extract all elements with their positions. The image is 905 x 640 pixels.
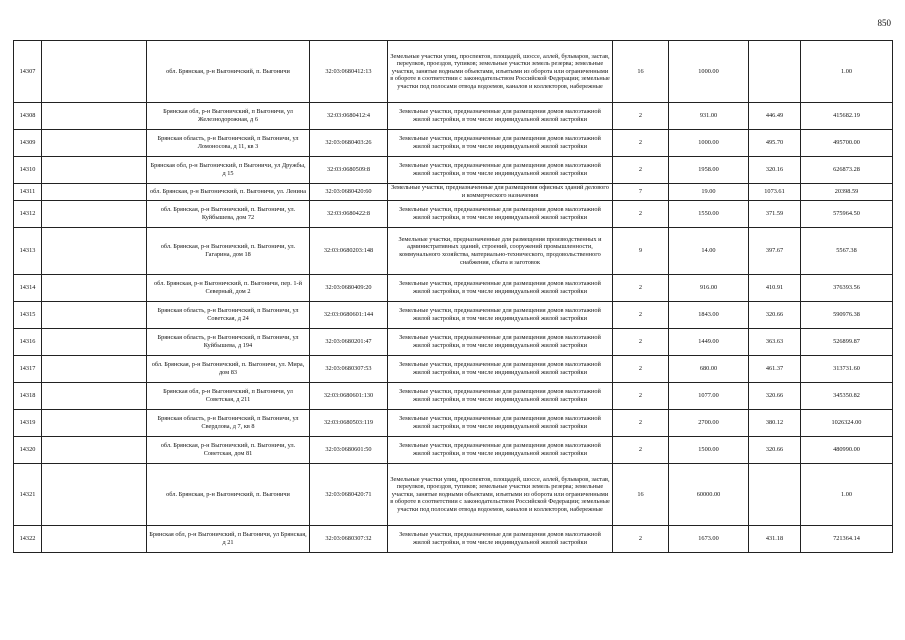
use-code-cell: 16 bbox=[613, 41, 669, 103]
address-cell: обл. Брянская, р-н Выгоничский, п. Выгоничи, ул. Куйбышева, дом 72 bbox=[147, 201, 310, 228]
use-code-cell: 2 bbox=[613, 302, 669, 329]
use-code-cell: 7 bbox=[613, 184, 669, 201]
page-number: 850 bbox=[877, 18, 891, 28]
cadastral-value-cell: 313731.60 bbox=[801, 356, 893, 383]
cadastral-number-cell: 32:03:0680409:20 bbox=[310, 275, 388, 302]
use-code-cell: 2 bbox=[613, 526, 669, 553]
row-number-cell: 14311 bbox=[14, 184, 42, 201]
area-cell: 1449.00 bbox=[669, 329, 749, 356]
table-row bbox=[14, 526, 893, 553]
address-cell: обл. Брянская, р-н Выгоничский, п. Выгоничи, ул. Ленина bbox=[147, 184, 310, 201]
specific-value-cell: 410.91 bbox=[749, 275, 801, 302]
empty-cell bbox=[42, 464, 147, 526]
cadastral-number-cell: 32:03:0680503:119 bbox=[310, 410, 388, 437]
specific-value-cell: 320.66 bbox=[749, 383, 801, 410]
empty-cell bbox=[42, 103, 147, 130]
address-cell: Брянская обл, р-н Выгоничский, п Выгоничи, ул Брянская, д 21 bbox=[147, 526, 310, 553]
row-number-cell: 14317 bbox=[14, 356, 42, 383]
area-cell: 931.00 bbox=[669, 103, 749, 130]
row-number-cell: 14318 bbox=[14, 383, 42, 410]
cadastral-value-cell: 1.00 bbox=[801, 41, 893, 103]
cadastral-number-cell: 32:03:0680203:148 bbox=[310, 228, 388, 275]
use-code-cell: 2 bbox=[613, 103, 669, 130]
cadastral-value-cell: 526899.87 bbox=[801, 329, 893, 356]
empty-cell bbox=[42, 228, 147, 275]
use-code-cell: 2 bbox=[613, 356, 669, 383]
cadastral-value-cell: 345350.82 bbox=[801, 383, 893, 410]
cadastral-number-cell: 32:03:0680201:47 bbox=[310, 329, 388, 356]
empty-cell bbox=[42, 41, 147, 103]
address-cell: обл. Брянская, р-н Выгоничский, п. Выгоничи, пер. 1-й Северный, дом 2 bbox=[147, 275, 310, 302]
address-cell: Брянская область, р-н Выгоничский, п Выгоничи, ул Советская, д 24 bbox=[147, 302, 310, 329]
area-cell: 1550.00 bbox=[669, 201, 749, 228]
specific-value-cell: 320.66 bbox=[749, 302, 801, 329]
cadastral-value-cell: 480990.00 bbox=[801, 437, 893, 464]
cadastral-number-cell: 32:03:0680412:13 bbox=[310, 41, 388, 103]
land-use-cell: Земельные участки, предназначенные для размещения домов малоэтажной жилой застройки, в том числе индивидуальной жилой застройки bbox=[388, 526, 613, 553]
specific-value-cell: 320.16 bbox=[749, 157, 801, 184]
row-number-cell: 14314 bbox=[14, 275, 42, 302]
table-row bbox=[14, 103, 893, 130]
cadastral-number-cell: 32:03:0680403:26 bbox=[310, 130, 388, 157]
empty-cell bbox=[42, 410, 147, 437]
cadastral-value-cell: 626873.28 bbox=[801, 157, 893, 184]
row-number-cell: 14320 bbox=[14, 437, 42, 464]
empty-cell bbox=[42, 329, 147, 356]
area-cell: 19.00 bbox=[669, 184, 749, 201]
use-code-cell: 16 bbox=[613, 464, 669, 526]
land-use-cell: Земельные участки, предназначенные для размещения домов малоэтажной жилой застройки, в том числе индивидуальной жилой застройки bbox=[388, 275, 613, 302]
cadastral-number-cell: 32:03:0680422:8 bbox=[310, 201, 388, 228]
table-row bbox=[14, 383, 893, 410]
address-cell: обл. Брянская, р-н Выгоничский, п. Выгоничи, ул. Советская, дом 81 bbox=[147, 437, 310, 464]
empty-cell bbox=[42, 184, 147, 201]
area-cell: 916.00 bbox=[669, 275, 749, 302]
specific-value-cell: 320.66 bbox=[749, 437, 801, 464]
empty-cell bbox=[42, 157, 147, 184]
empty-cell bbox=[42, 526, 147, 553]
table-row bbox=[14, 157, 893, 184]
table-row bbox=[14, 275, 893, 302]
row-number-cell: 14313 bbox=[14, 228, 42, 275]
cadastral-number-cell: 32:03:0680412:4 bbox=[310, 103, 388, 130]
row-number-cell: 14322 bbox=[14, 526, 42, 553]
cadastral-number-cell: 32:03:0680420:60 bbox=[310, 184, 388, 201]
specific-value-cell: 495.70 bbox=[749, 130, 801, 157]
table-row bbox=[14, 184, 893, 201]
empty-cell bbox=[42, 437, 147, 464]
cadastral-value-table bbox=[13, 40, 893, 553]
row-number-cell: 14312 bbox=[14, 201, 42, 228]
land-use-cell: Земельные участки, предназначенные для размещения домов малоэтажной жилой застройки, в том числе индивидуальной жилой застройки bbox=[388, 103, 613, 130]
table-row bbox=[14, 437, 893, 464]
row-number-cell: 14309 bbox=[14, 130, 42, 157]
area-cell: 1673.00 bbox=[669, 526, 749, 553]
specific-value-cell: 1073.61 bbox=[749, 184, 801, 201]
row-number-cell: 14321 bbox=[14, 464, 42, 526]
address-cell: Брянская обл, р-н Выгоничский, п Выгоничи, ул Дружбы, д 15 bbox=[147, 157, 310, 184]
land-use-cell: Земельные участки, предназначенные для размещения домов малоэтажной жилой застройки, в том числе индивидуальной жилой застройки bbox=[388, 157, 613, 184]
address-cell: Брянская обл, р-н Выгоничский, п Выгоничи, ул Советская, д 211 bbox=[147, 383, 310, 410]
area-cell: 1000.00 bbox=[669, 130, 749, 157]
cadastral-number-cell: 32:03:0680307:32 bbox=[310, 526, 388, 553]
cadastral-value-cell: 575964.50 bbox=[801, 201, 893, 228]
area-cell: 1077.00 bbox=[669, 383, 749, 410]
cadastral-value-cell: 5567.38 bbox=[801, 228, 893, 275]
table-row bbox=[14, 302, 893, 329]
empty-cell bbox=[42, 275, 147, 302]
specific-value-cell: 397.67 bbox=[749, 228, 801, 275]
cadastral-number-cell: 32:03:0680420:71 bbox=[310, 464, 388, 526]
table-row bbox=[14, 228, 893, 275]
table-body bbox=[14, 41, 893, 553]
specific-value-cell: 363.63 bbox=[749, 329, 801, 356]
area-cell: 680.00 bbox=[669, 356, 749, 383]
cadastral-value-cell: 721364.14 bbox=[801, 526, 893, 553]
area-cell: 60000.00 bbox=[669, 464, 749, 526]
area-cell: 2700.00 bbox=[669, 410, 749, 437]
row-number-cell: 14315 bbox=[14, 302, 42, 329]
use-code-cell: 2 bbox=[613, 130, 669, 157]
table-row bbox=[14, 130, 893, 157]
use-code-cell: 2 bbox=[613, 329, 669, 356]
specific-value-cell: 431.18 bbox=[749, 526, 801, 553]
land-use-cell: Земельные участки, предназначенные для размещения домов малоэтажной жилой застройки, в том числе индивидуальной жилой застройки bbox=[388, 302, 613, 329]
row-number-cell: 14310 bbox=[14, 157, 42, 184]
area-cell: 14.00 bbox=[669, 228, 749, 275]
table-row bbox=[14, 464, 893, 526]
table-row bbox=[14, 410, 893, 437]
use-code-cell: 2 bbox=[613, 275, 669, 302]
cadastral-value-cell: 20398.59 bbox=[801, 184, 893, 201]
specific-value-cell bbox=[749, 41, 801, 103]
cadastral-number-cell: 32:03:0680601:144 bbox=[310, 302, 388, 329]
use-code-cell: 2 bbox=[613, 437, 669, 464]
row-number-cell: 14307 bbox=[14, 41, 42, 103]
row-number-cell: 14316 bbox=[14, 329, 42, 356]
land-use-cell: Земельные участки, предназначенные для размещения домов малоэтажной жилой застройки, в том числе индивидуальной жилой застройки bbox=[388, 410, 613, 437]
table-row bbox=[14, 41, 893, 103]
specific-value-cell: 380.12 bbox=[749, 410, 801, 437]
specific-value-cell: 446.49 bbox=[749, 103, 801, 130]
cadastral-value-cell: 495700.00 bbox=[801, 130, 893, 157]
cadastral-value-cell: 1026324.00 bbox=[801, 410, 893, 437]
cadastral-number-cell: 32:03:0680307:53 bbox=[310, 356, 388, 383]
address-cell: обл. Брянская, р-н Выгоничский, п. Выгоничи, ул. Гагарина, дом 18 bbox=[147, 228, 310, 275]
address-cell: Брянская область, р-н Выгоничский, п Выгоничи, ул Ломоносова, д 11, кв 3 bbox=[147, 130, 310, 157]
use-code-cell: 2 bbox=[613, 157, 669, 184]
cadastral-value-cell: 415682.19 bbox=[801, 103, 893, 130]
land-use-cell: Земельные участки, предназначенные для размещения домов малоэтажной жилой застройки, в том числе индивидуальной жилой застройки bbox=[388, 437, 613, 464]
use-code-cell: 2 bbox=[613, 383, 669, 410]
area-cell: 1500.00 bbox=[669, 437, 749, 464]
land-use-cell: Земельные участки, предназначенные для размещения домов малоэтажной жилой застройки, в том числе индивидуальной жилой застройки bbox=[388, 329, 613, 356]
land-use-cell: Земельные участки, предназначенные для размещения домов малоэтажной жилой застройки, в том числе индивидуальной жилой застройки bbox=[388, 356, 613, 383]
specific-value-cell bbox=[749, 464, 801, 526]
land-use-cell: Земельные участки, предназначенные для размещения домов малоэтажной жилой застройки, в том числе индивидуальной жилой застройки bbox=[388, 130, 613, 157]
empty-cell bbox=[42, 302, 147, 329]
land-use-cell: Земельные участки, предназначенные для размещения офисных зданий делового и коммерческого назначения bbox=[388, 184, 613, 201]
address-cell: обл. Брянская, р-н Выгоничский, п. Выгоничи, ул. Мира, дом 83 bbox=[147, 356, 310, 383]
table-row bbox=[14, 356, 893, 383]
table-row bbox=[14, 329, 893, 356]
empty-cell bbox=[42, 201, 147, 228]
area-cell: 1000.00 bbox=[669, 41, 749, 103]
address-cell: Брянская область, р-н Выгоничский, п Выгоничи, ул Куйбышева, д 194 bbox=[147, 329, 310, 356]
row-number-cell: 14308 bbox=[14, 103, 42, 130]
area-cell: 1843.00 bbox=[669, 302, 749, 329]
use-code-cell: 2 bbox=[613, 410, 669, 437]
use-code-cell: 2 bbox=[613, 201, 669, 228]
land-use-cell: Земельные участки улиц, проспектов, площадей, шоссе, аллей, бульваров, застав, переулков, проездов, тупиков; земельные участки земель резерва; земельные участки, занятые водными объектами, изъятыми из оборота или ограниченными в обороте в соответствии с законодательством Российской Федерации; земельные участки под полосами отвода водоемов, каналов и коллекторов, набережные bbox=[388, 41, 613, 103]
table-row bbox=[14, 201, 893, 228]
cadastral-value-cell: 590976.38 bbox=[801, 302, 893, 329]
cadastral-value-cell: 1.00 bbox=[801, 464, 893, 526]
row-number-cell: 14319 bbox=[14, 410, 42, 437]
empty-cell bbox=[42, 383, 147, 410]
land-use-cell: Земельные участки, предназначенные для размещения домов малоэтажной жилой застройки, в том числе индивидуальной жилой застройки bbox=[388, 201, 613, 228]
address-cell: Брянская обл, р-н Выгоничский, п Выгоничи, ул Железнодорожная, д 6 bbox=[147, 103, 310, 130]
cadastral-number-cell: 32:03:0680509:8 bbox=[310, 157, 388, 184]
cadastral-number-cell: 32:03:0680601:50 bbox=[310, 437, 388, 464]
land-use-cell: Земельные участки улиц, проспектов, площадей, шоссе, аллей, бульваров, застав, переулков, проездов, тупиков; земельные участки земель резерва; земельные участки, занятые водными объектами, изъятыми из оборота или ограниченными в обороте в соответствии с законодательством Российской Федерации; земельные участки под полосами отвода водоемов, каналов и коллекторов, набережные bbox=[388, 464, 613, 526]
empty-cell bbox=[42, 356, 147, 383]
land-use-cell: Земельные участки, предназначенные для размещения домов малоэтажной жилой застройки, в том числе индивидуальной жилой застройки bbox=[388, 383, 613, 410]
address-cell: обл. Брянская, р-н Выгоничский, п. Выгоничи bbox=[147, 41, 310, 103]
address-cell: обл. Брянская, р-н Выгоничский, п. Выгоничи bbox=[147, 464, 310, 526]
cadastral-value-cell: 376393.56 bbox=[801, 275, 893, 302]
cadastral-number-cell: 32:03:0680601:130 bbox=[310, 383, 388, 410]
use-code-cell: 9 bbox=[613, 228, 669, 275]
land-use-cell: Земельные участки, предназначенные для размещения производственных и административных зданий, строений, сооружений промышленности, коммунального хозяйства, материально-технического, продовольственного снабжения, сбыта и заготовок bbox=[388, 228, 613, 275]
address-cell: Брянская область, р-н Выгоничский, п Выгоничи, ул Свердлова, д 7, кв 8 bbox=[147, 410, 310, 437]
empty-cell bbox=[42, 130, 147, 157]
specific-value-cell: 461.37 bbox=[749, 356, 801, 383]
area-cell: 1958.00 bbox=[669, 157, 749, 184]
specific-value-cell: 371.59 bbox=[749, 201, 801, 228]
